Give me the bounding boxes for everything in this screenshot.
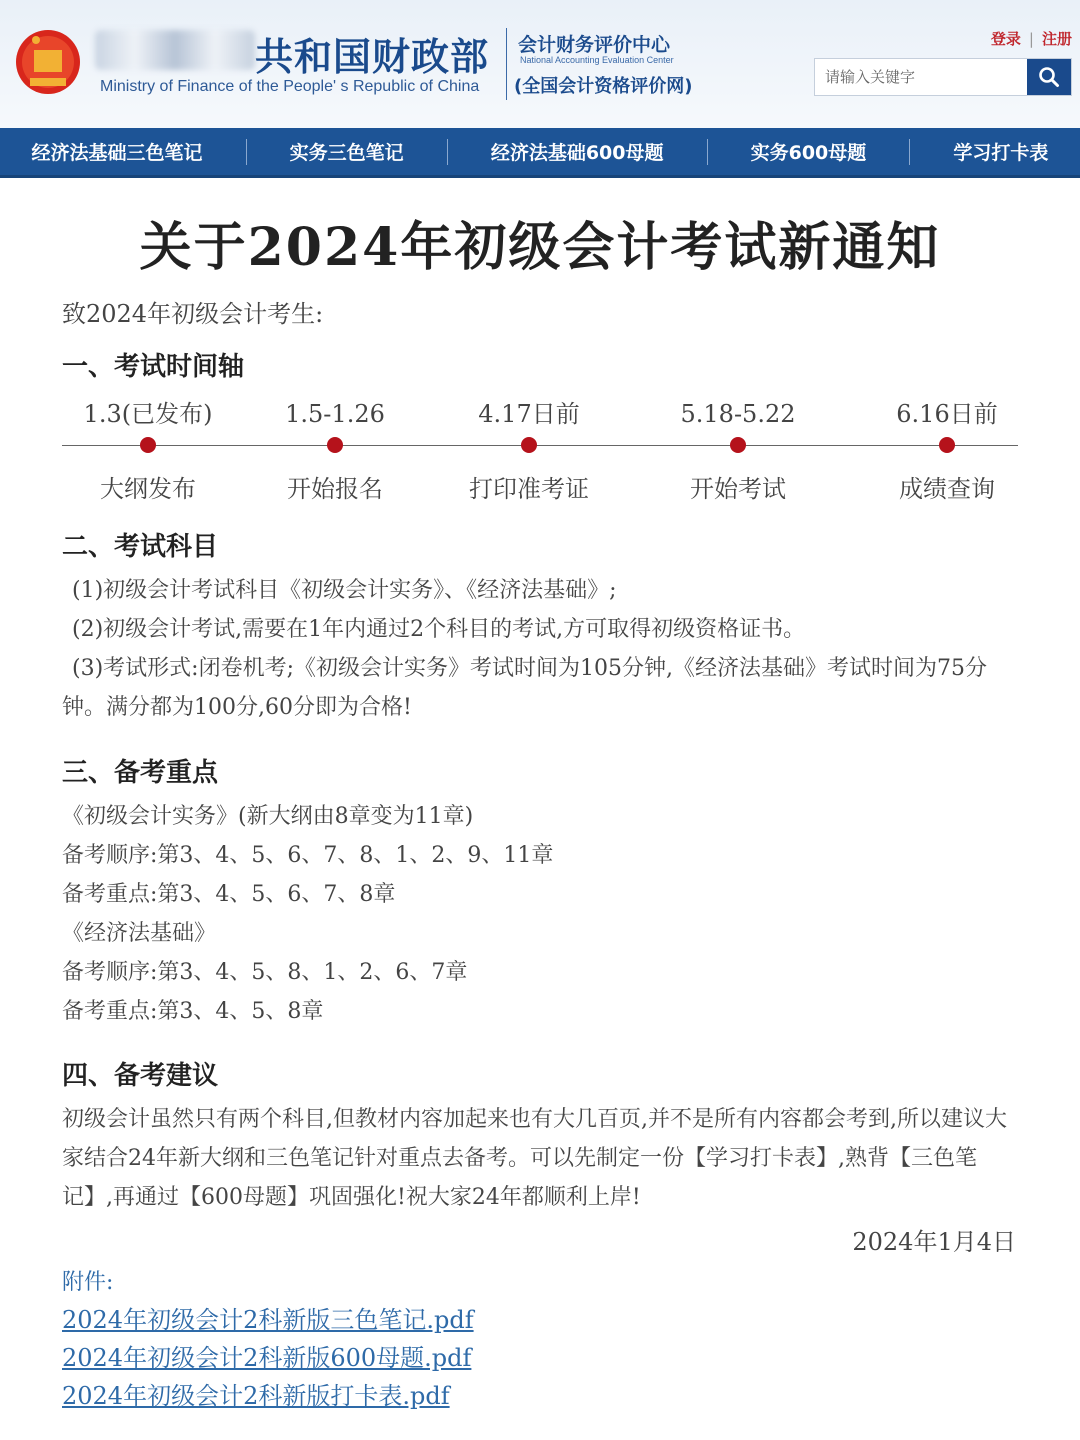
attachments-label: 附件:: [62, 1270, 114, 1295]
nav-separator: [909, 139, 910, 165]
timeline-date: 1.3(已发布): [83, 400, 213, 428]
timeline-label: 开始报名: [287, 475, 383, 503]
main-nav: [0, 128, 1080, 178]
attachment-link-notes[interactable]: 2024年初级会计2科新版三色笔记.pdf: [62, 1306, 474, 1334]
nav-separator: [447, 139, 448, 165]
advice-paragraph: 初级会计虽然只有两个科目,但教材内容加起来也有大几百页,并不是所有内容都会考到,所以建议大家结合24年新大纲和三色笔记针对重点去备考。可以先制定一份【学习打卡表】,熟背【三色笔记】,再通过【600母题】巩固强化!祝大家24年都顺利上岸!: [62, 1107, 1007, 1210]
search-button[interactable]: [1027, 59, 1071, 95]
timeline-node: [852, 395, 1042, 504]
nav-separator: [707, 139, 708, 165]
exam-timeline: [62, 395, 1018, 505]
search-input[interactable]: [815, 59, 1027, 95]
national-emblem-icon: [12, 22, 84, 100]
key-point-line: 《经济法基础》: [62, 921, 217, 946]
ministry-name-en: Ministry of Finance of the People' s Republic of China: [100, 78, 480, 95]
key-point-line: 备考顺序:第3、4、5、6、7、8、1、2、9、11章: [62, 843, 554, 868]
subject-line: (1)初级会计考试科目《初级会计实务》、《经济法基础》;: [72, 578, 617, 603]
section-heading-advice: 四、备考建议: [62, 1061, 219, 1091]
attachment-link-checkin[interactable]: 2024年初级会计2科新版打卡表.pdf: [62, 1382, 450, 1410]
timeline-dot: [521, 437, 537, 453]
timeline-dot: [140, 437, 156, 453]
center-subtitle: (全国会计资格评价网): [514, 76, 693, 97]
timeline-dot: [730, 437, 746, 453]
key-point-line: 备考重点:第3、4、5、6、7、8章: [62, 882, 396, 907]
section-heading-subjects: 二、考试科目: [62, 532, 219, 562]
auth-separator: |: [1028, 29, 1034, 48]
subject-line: (3)考试形式:闭卷机考;《初级会计实务》考试时间为105分钟,《经济法基础》考试时间为75分钟。满分都为100分,60分即为合格!: [62, 656, 987, 720]
section-heading-key-points: 三、备考重点: [62, 758, 219, 788]
center-name: 会计财务评价中心: [518, 34, 671, 56]
attachment-link-600[interactable]: 2024年初级会计2科新版600母题.pdf: [62, 1344, 472, 1372]
nav-item-practice-notes[interactable]: 实务三色笔记: [289, 142, 404, 164]
timeline-node: [240, 395, 430, 504]
timeline-date: 5.18-5.22: [680, 400, 796, 428]
timeline-label: 打印准考证: [469, 475, 589, 503]
header-divider: [506, 28, 507, 100]
key-point-line: 备考顺序:第3、4、5、8、1、2、6、7章: [62, 960, 468, 985]
site-header: [0, 0, 1080, 128]
timeline-label: 大纲发布: [100, 475, 196, 503]
ministry-name: 共和国财政部: [255, 35, 490, 79]
timeline-date: 4.17日前: [478, 400, 580, 428]
timeline-dot: [327, 437, 343, 453]
nav-separator: [246, 139, 247, 165]
search-icon: [1038, 66, 1060, 88]
nav-item-economic-law-notes[interactable]: 经济法基础三色笔记: [31, 142, 203, 164]
auth-links: [991, 28, 1072, 49]
search-box: [814, 58, 1072, 96]
key-point-line: 《初级会计实务》(新大纲由8章变为11章): [62, 804, 474, 829]
timeline-node: [643, 395, 833, 504]
timeline-label: 成绩查询: [899, 475, 995, 503]
timeline-date: 6.16日前: [896, 400, 998, 428]
key-point-line: 备考重点:第3、4、5、8章: [62, 999, 324, 1024]
nav-item-checkin-sheet[interactable]: 学习打卡表: [953, 142, 1049, 164]
subject-line: (2)初级会计考试,需要在1年内通过2个科目的考试,方可取得初级资格证书。: [72, 617, 806, 642]
page-title: 关于2024年初级会计考试新通知: [139, 217, 941, 278]
login-link[interactable]: 登录: [990, 30, 1021, 48]
timeline-label: 开始考试: [690, 475, 786, 503]
timeline-dot: [939, 437, 955, 453]
register-link[interactable]: 注册: [1041, 30, 1072, 48]
salutation: 致2024年初级会计考生:: [62, 300, 324, 328]
timeline-node: [53, 395, 243, 504]
nav-item-practice-600[interactable]: 实务600母题: [750, 142, 867, 164]
nav-item-economic-law-600[interactable]: 经济法基础600母题: [490, 142, 664, 164]
timeline-date: 1.5-1.26: [285, 400, 385, 428]
center-name-en: National Accounting Evaluation Center: [520, 55, 674, 65]
section-heading-timeline: 一、考试时间轴: [62, 352, 245, 382]
blurred-logo-text: [95, 30, 255, 70]
timeline-node: [434, 395, 624, 504]
publish-date: 2024年1月4日: [852, 1228, 1016, 1256]
